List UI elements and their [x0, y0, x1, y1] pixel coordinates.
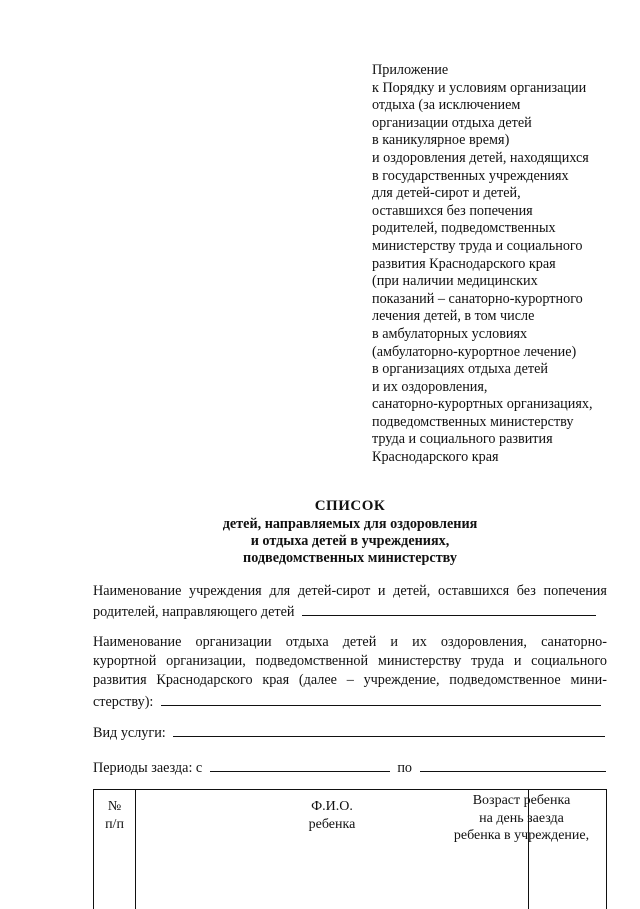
organization-name-field: [93, 633, 607, 712]
word: курортной: [93, 653, 157, 670]
annex-line: в государственных учреждениях: [372, 167, 569, 184]
children-table: [93, 789, 607, 909]
annex-line: оставшихся без попечения: [372, 202, 533, 219]
word: и: [377, 583, 386, 599]
title-main: СПИСОК: [314, 498, 386, 514]
organization-fill-line[interactable]: [161, 691, 601, 706]
annex-line: организации отдыха детей: [372, 114, 532, 131]
institution-name-field: [93, 582, 607, 622]
word: подведомственное: [449, 672, 561, 689]
periods-to-fill-line[interactable]: [420, 757, 606, 772]
word: организации: [195, 634, 272, 650]
word: социального: [531, 653, 607, 670]
institution-label: родителей, направляющего детей: [93, 604, 295, 621]
organization-line: [93, 633, 607, 652]
annex-line: Приложение: [372, 62, 449, 78]
service-fill-line[interactable]: [173, 722, 605, 737]
institution-fill-line[interactable]: [302, 601, 596, 616]
annex-line: (при наличии медицинских: [372, 273, 538, 290]
word: Наименование: [93, 634, 182, 650]
word: Краснодарского: [156, 672, 253, 689]
word: организации,: [166, 653, 246, 670]
annex-line: в амбулаторных условиях: [372, 325, 528, 342]
word: Наименование: [93, 583, 182, 599]
title-line: подведомственных министерству: [243, 550, 457, 566]
word: попечения: [543, 583, 607, 599]
header-text: ребенка: [308, 816, 356, 832]
word: министерству: [377, 653, 462, 670]
word: санаторно-: [541, 634, 607, 650]
word: учреждение,: [363, 672, 440, 689]
word: детей-сирот: [297, 583, 371, 599]
service-label: Вид услуги:: [93, 725, 166, 741]
institution-line: [93, 601, 607, 622]
annex-line: Краснодарского края: [372, 449, 499, 466]
annex-line: в каникулярное время): [372, 132, 510, 149]
word: (далее: [298, 672, 337, 689]
word: для: [269, 583, 291, 599]
word: развития: [93, 672, 147, 689]
word: их: [412, 634, 427, 650]
title-line: детей, направляемых для оздоровления: [222, 516, 478, 532]
periods-field: [93, 757, 607, 778]
word: без: [516, 583, 536, 599]
word: оставшихся: [437, 583, 510, 599]
annex-header: [372, 62, 622, 467]
annex-line: к Порядку и условиям организации: [372, 79, 587, 96]
word: детей,: [393, 583, 431, 599]
header-text: п/п: [105, 816, 124, 832]
word: мини-: [570, 672, 607, 689]
service-type-field: [93, 722, 607, 743]
word: оздоровления,: [440, 634, 527, 650]
word: края: [262, 672, 290, 689]
header-text: на день заезда: [479, 810, 564, 826]
annex-line: санаторно-курортных организациях,: [372, 396, 593, 413]
annex-line: лечения детей, в том числе: [372, 308, 535, 325]
word: детей: [342, 634, 377, 650]
annex-line: министерству труда и социального: [372, 237, 583, 254]
word: –: [346, 672, 354, 689]
annex-line: показаний – санаторно-курортного: [372, 290, 583, 307]
annex-line: (амбулаторно-курортное лечение): [372, 343, 577, 360]
annex-line: для детей-сирот и детей,: [372, 185, 521, 202]
word: и: [513, 653, 522, 670]
periods-from-fill-line[interactable]: [210, 757, 390, 772]
document-title: [120, 497, 580, 567]
annex-line: в организациях отдыха детей: [372, 361, 549, 378]
organization-line: [93, 671, 607, 690]
header-text: №: [107, 799, 122, 814]
periods-to-label: по: [397, 760, 413, 776]
header-text: Возраст ребенка: [472, 793, 571, 808]
word: и: [390, 634, 399, 650]
periods-label: Периоды заезда: с: [93, 760, 203, 776]
annex-line: отдыха (за исключением: [372, 97, 521, 114]
annex-line: подведомственных министерству: [372, 413, 574, 430]
table-header-age: [437, 790, 606, 909]
annex-line: и оздоровления детей, находящихся: [372, 149, 589, 166]
word: отдыха: [285, 634, 329, 650]
annex-line: и их оздоровления,: [372, 378, 488, 395]
annex-line: развития Краснодарского края: [372, 255, 556, 272]
organization-line: [93, 691, 607, 712]
word: учреждения: [189, 583, 262, 599]
header-text: Ф.И.О.: [311, 799, 353, 814]
annex-line: родителей, подведомственных: [372, 220, 556, 237]
organization-line: [93, 652, 607, 671]
word: подведомственной: [255, 653, 369, 670]
organization-label-end: стерству):: [93, 693, 154, 710]
table-header-number: [94, 790, 136, 909]
word: труда: [471, 653, 505, 670]
header-text: ребенка в учреждение,: [453, 828, 590, 843]
institution-line: [93, 582, 607, 601]
title-line: и отдыха детей в учреждениях,: [250, 533, 450, 549]
annex-line: труда и социального развития: [372, 431, 553, 448]
